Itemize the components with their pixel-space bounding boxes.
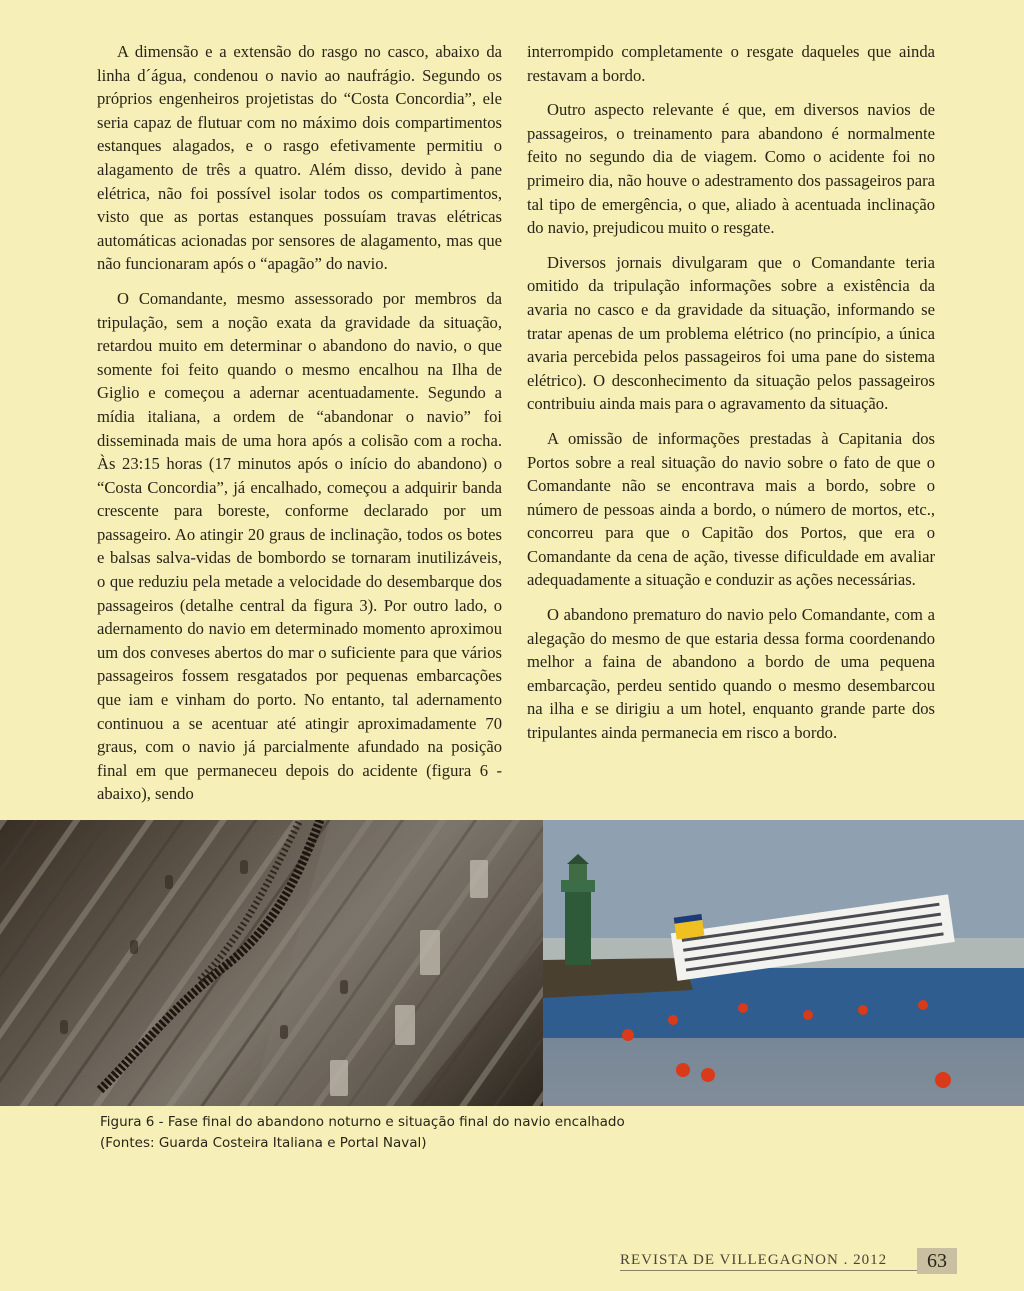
- footer-rule: [620, 1270, 920, 1271]
- paragraph: Outro aspecto relevante é que, em diversos navios de passageiros, o treinamento para abandono é normalmente feito no segundo dia de viagem. Como o acidente foi no primeiro dia, não houve o adestramento dos passageiros para tal tipo de emergência, o que, aliado à acentuada inclinação do navio, prejudicou muito o resgate.: [527, 100, 935, 238]
- ship-lighthouse-image: [543, 820, 1024, 1106]
- paragraph: O abandono prematuro do navio pelo Comandante, com a alegação do mesmo de que estaria dessa forma coordenando melhor a faina de abandono a bordo de uma pequena embarcação, perdeu sentido quando o mesmo desembarcou na ilha e se dirigiu a um hotel, enquanto grande parte dos tripulantes ainda permanecia em risco a bordo.: [527, 605, 935, 743]
- figure-caption: [100, 1112, 700, 1154]
- paragraph: O Comandante, mesmo assessorado por membros da tripulação, sem a noção exata da gravidade da situação, retardou muito em determinar o abandono do navio, o que somente foi feito quando o mesmo encalhou na Ilha de Giglio e começou a adernar acentuadamente. Segundo a mídia italiana, a ordem de “abandonar o navio” foi disseminada mais de uma hora após a colisão com a rocha. Às 23:15 horas (17 minutos após o início do abandono) o “Costa Concordia”, já encalhado, começou a adquirir banda crescente para boreste, conforme declarado por um passageiro. Ao atingir 20 graus de inclinação, todos os botes e balsas salva-vidas de bombordo se tornaram inutilizáveis, o que reduziu pela metade a velocidade do desembarque dos passageiros (detalhe central da figura 3). Por outro lado, o adernamento do navio em determinado momento aproximou um dos conveses abertos do mar o suficiente para que vários passageiros fossem resgatados por pequenas embarcações que iam e vinham do porto. No entanto, tal adernamento continuou a se acentuar até atingir aproximadamente 70 graus, com o navio já parcialmente afundado na posição final em que permaneceu depois do acidente (figura 6 - abaixo), sendo: [97, 288, 502, 804]
- page-footer: [620, 1248, 960, 1272]
- photo-ship-aground: [543, 820, 1024, 1106]
- caption-line: Figura 6 - Fase final do abandono noturno e situação final do navio encalhado: [100, 1114, 625, 1130]
- hull-evacuation-image: [0, 820, 543, 1106]
- paragraph: Diversos jornais divulgaram que o Comandante teria omitido da tripulação informações sobre a existência da avaria no casco e da gravidade da situação, informando se tratar apenas de um problema elétrico (no princípio, a única avaria percebida pelos passageiros foi uma pane do sistema elétrico). O desconhecimento da situação pelos passageiros contribuiu ainda mais para o agravamento da situação.: [527, 252, 935, 414]
- photo-night-evacuation: [0, 820, 543, 1106]
- paragraph: interrompido completamente o resgate daqueles que ainda restavam a bordo.: [527, 42, 935, 85]
- paragraph: A dimensão e a extensão do rasgo no casco, abaixo da linha d´água, condenou o navio ao naufrágio. Segundo os próprios engenheiros projetistas do “Costa Concordia”, ele seria capaz de flutuar com no máximo dois compartimentos estanques alagados, e o rasgo efetivamente permitiu o alagamento de três a quatro. Além disso, devido à pane elétrica, não foi possível isolar todos os compartimentos, visto que as portas estanques possuíam travas elétricas automáticas acionadas por sensores de alagamento, mas que não funcionaram após o “apagão” do navio.: [97, 42, 502, 274]
- figure-6: [0, 820, 1024, 1106]
- caption-source: (Fontes: Guarda Costeira Italiana e Portal Naval): [100, 1135, 427, 1151]
- page-number: 63: [917, 1248, 957, 1274]
- magazine-name: REVISTA DE VILLEGAGNON . 2012: [620, 1252, 888, 1268]
- left-text-column: [97, 40, 502, 817]
- paragraph: A omissão de informações prestadas à Capitania dos Portos sobre a real situação do navio sobre o fato de que o Comandante não se encontrava mais a bordo, sobre o número de pessoas ainda a bordo, o número de mortos, etc., concorreu para que o Capitão dos Portos, que era o Comandante da cena de ação, tivesse dificuldade em avaliar adequadamente a situação e conduzir as ações necessárias.: [527, 428, 935, 590]
- right-text-column: [527, 40, 935, 756]
